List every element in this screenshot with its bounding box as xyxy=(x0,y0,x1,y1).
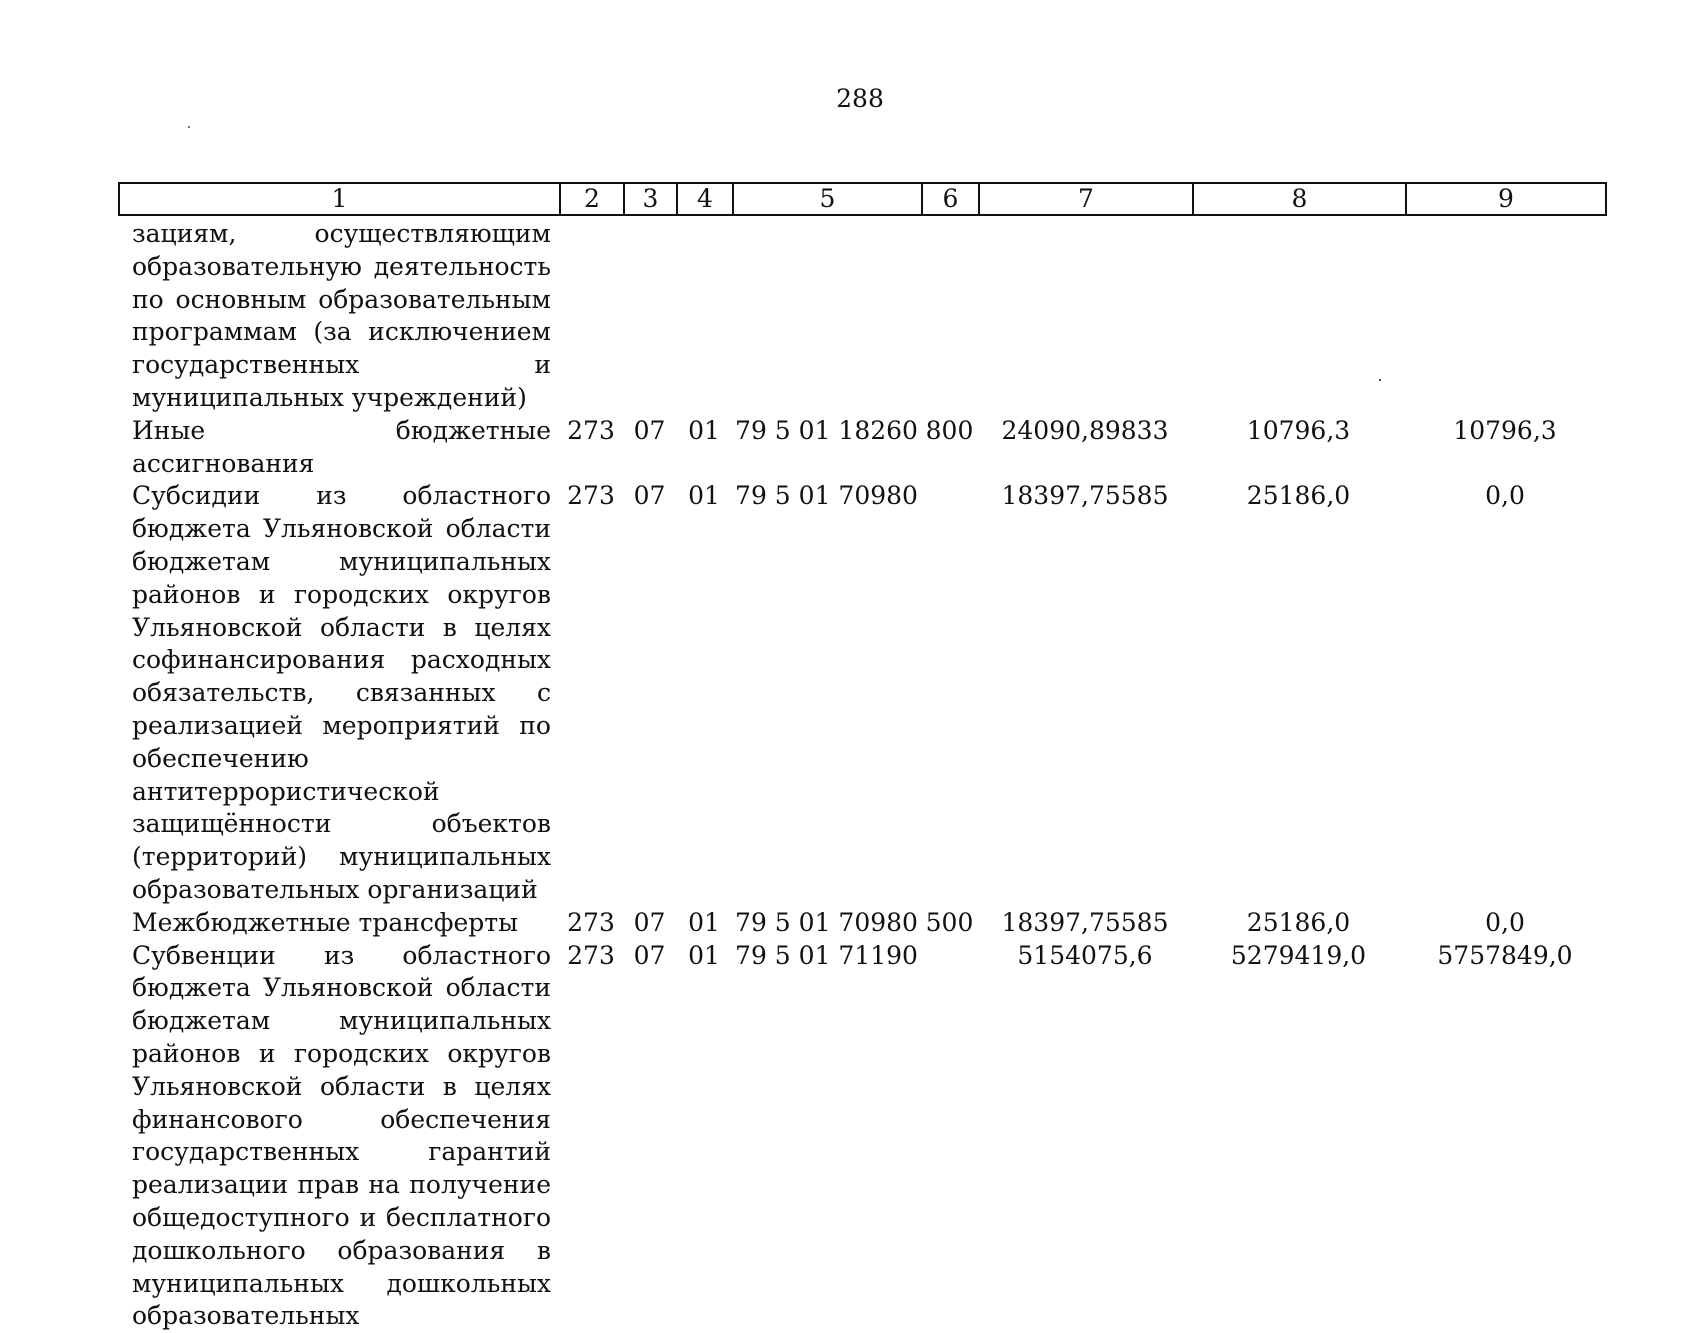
column-header-3: 3 xyxy=(624,183,677,215)
cell-expense-type xyxy=(921,940,978,1333)
table-row xyxy=(118,907,1605,940)
cell-target-article: 79 5 01 70980 xyxy=(735,907,918,937)
cell-section: 07 xyxy=(633,415,666,445)
table-row xyxy=(118,940,1605,1333)
cell-expense-type xyxy=(921,480,978,906)
scan-dot xyxy=(188,126,190,128)
cell-section: 07 xyxy=(633,907,666,937)
row-description: Межбюджетные трансферты xyxy=(132,907,519,937)
cell-section xyxy=(623,218,676,415)
column-header-8: 8 xyxy=(1193,183,1406,215)
row-description: зациям, осуществляющим образовательную деятельность по основным образовательным программам (за исключением государственных и муниципальных учреждений) xyxy=(132,219,551,412)
cell-col9 xyxy=(1405,218,1605,415)
cell-target-article xyxy=(732,218,921,415)
cell-col9: 5757849,0 xyxy=(1437,940,1573,970)
column-header-2: 2 xyxy=(560,183,624,215)
cell-target-article: 79 5 01 71190 xyxy=(735,940,918,970)
budget-table-body xyxy=(118,218,1605,1333)
cell-target-article: 79 5 01 18260 xyxy=(735,415,918,445)
cell-ministry xyxy=(559,218,623,415)
cell-ministry: 273 xyxy=(567,481,615,511)
row-description: Субсидии из областного бюджета Ульяновской области бюджетам муниципальных районов и городских округов Ульяновской области в целях софинансирования расходных обязательств, связанных с реализацией мероприятий по обеспечению антитеррористической защищённости объектов (территорий) муниципальных образовательных организаций xyxy=(132,481,551,904)
cell-col7 xyxy=(978,218,1192,415)
cell-col7: 18397,75585 xyxy=(1001,481,1169,511)
cell-target-article: 79 5 01 70980 xyxy=(735,481,918,511)
column-header-7: 7 xyxy=(979,183,1193,215)
column-header-4: 4 xyxy=(677,183,733,215)
column-header-6: 6 xyxy=(922,183,979,215)
page-number: 288 xyxy=(836,84,884,113)
cell-col9: 0,0 xyxy=(1485,481,1525,511)
header-row xyxy=(119,183,1606,215)
cell-section: 07 xyxy=(633,481,666,511)
table-row xyxy=(118,480,1605,906)
cell-ministry: 273 xyxy=(567,907,615,937)
cell-col7: 5154075,6 xyxy=(1017,940,1153,970)
cell-col9: 0,0 xyxy=(1485,907,1525,937)
cell-ministry: 273 xyxy=(567,940,615,970)
cell-expense-type: 800 xyxy=(925,415,974,445)
cell-col8: 5279419,0 xyxy=(1230,940,1367,970)
cell-col9: 10796,3 xyxy=(1453,415,1557,445)
table-row xyxy=(118,415,1605,481)
cell-expense-type xyxy=(921,218,978,415)
cell-subsection: 01 xyxy=(688,940,720,970)
cell-col8: 10796,3 xyxy=(1246,415,1351,445)
cell-col8: 25186,0 xyxy=(1246,907,1351,937)
cell-subsection: 01 xyxy=(688,907,720,937)
cell-col7: 24090,89833 xyxy=(1001,415,1169,445)
cell-subsection: 01 xyxy=(688,415,720,445)
row-description: Иные бюджетные ассигнования xyxy=(132,415,551,478)
cell-subsection xyxy=(676,218,732,415)
column-header-1: 1 xyxy=(119,183,560,215)
column-header-9: 9 xyxy=(1406,183,1606,215)
cell-section: 07 xyxy=(633,940,666,970)
cell-col7: 18397,75585 xyxy=(1001,907,1169,937)
cell-col8: 25186,0 xyxy=(1246,481,1351,511)
cell-subsection: 01 xyxy=(688,481,720,511)
column-header-5: 5 xyxy=(733,183,922,215)
table-row xyxy=(118,218,1605,415)
cell-ministry: 273 xyxy=(567,415,615,445)
row-description: Субвенции из областного бюджета Ульяновской области бюджетам муниципальных районов и городских округов Ульяновской области в целях финансового обеспечения государственных гарантий реализации прав на получение общедоступного и бесплатного дошкольного образования в муниципальных дошкольных образовательных xyxy=(132,940,551,1331)
column-header-table xyxy=(118,182,1607,216)
cell-expense-type: 500 xyxy=(925,907,974,937)
cell-col8 xyxy=(1192,218,1405,415)
